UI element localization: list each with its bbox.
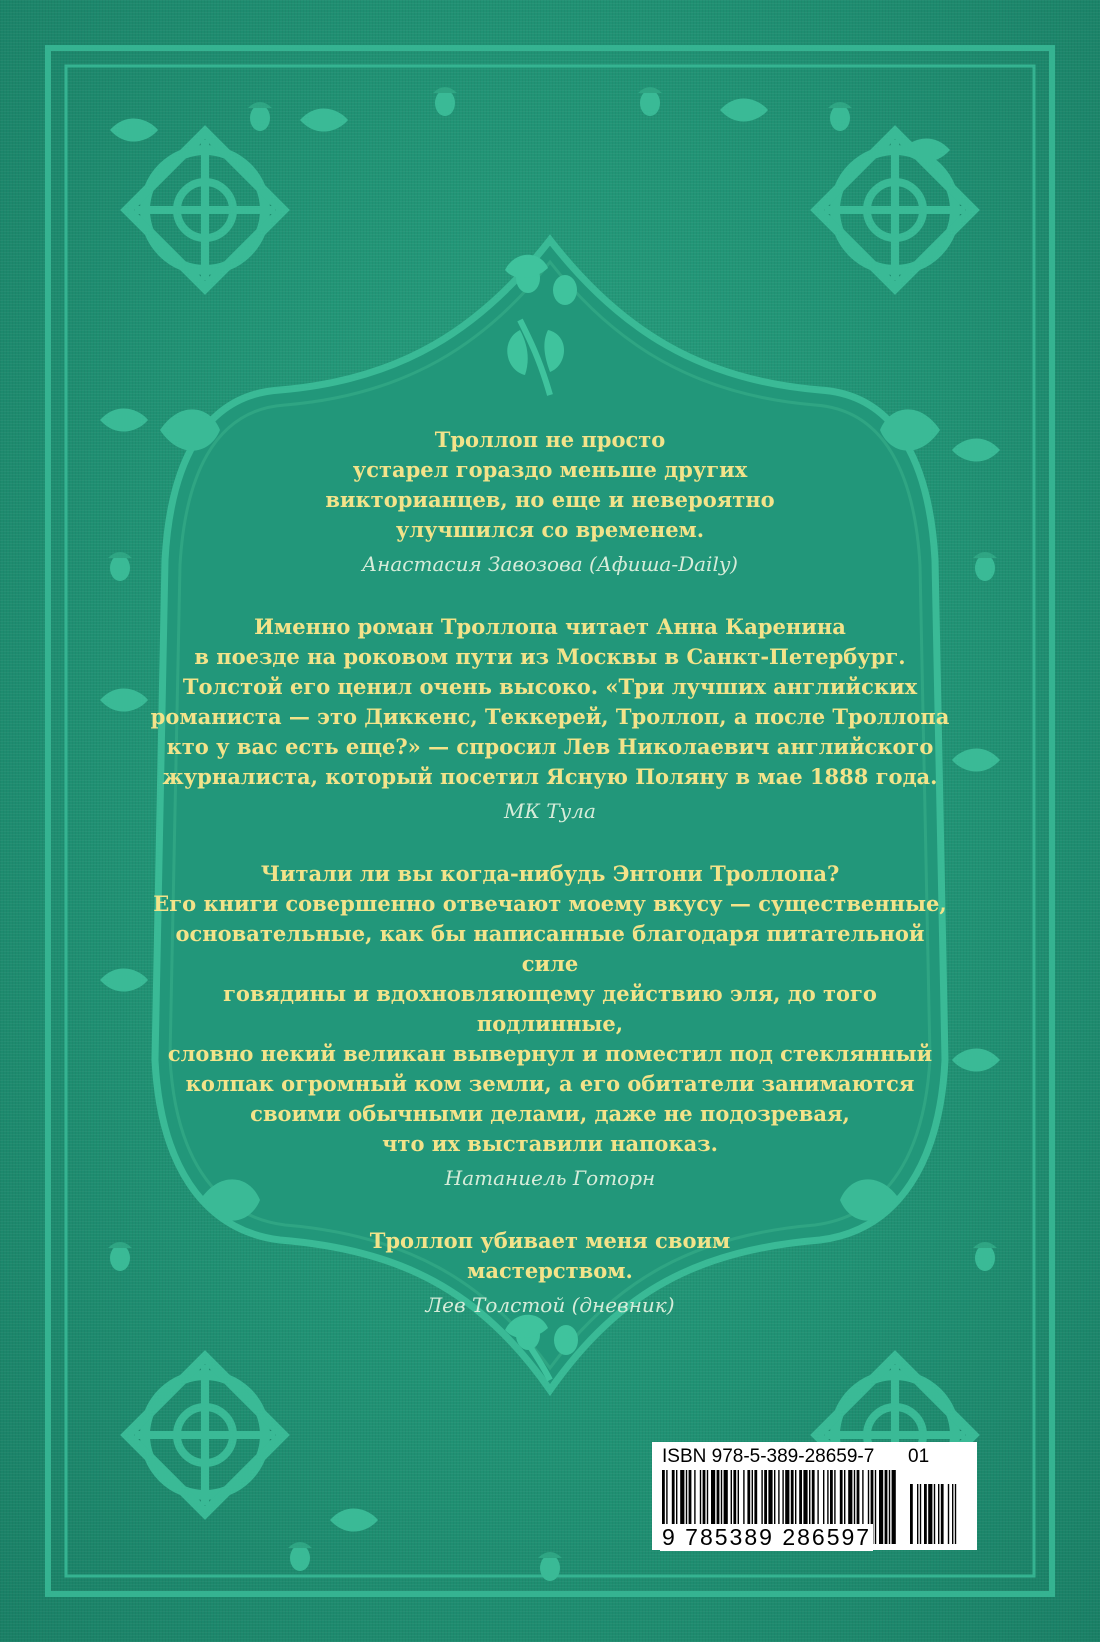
quote-text: Читали ли вы когда-нибудь Энтони Троллопа? Его книги совершенно отвечают моему вкусу — существенные, основательные, как бы написанные благодаря питательной силе говядины и вдохновляющему действию эля, до того подлинные, словно некий великан вывернул и поместил под стеклянный колпак огромный ком земли, а его обитатели занимаются своими обычными делами, даже не подозревая, что их выставили напоказ. bbox=[153, 861, 947, 1156]
isbn-addon: 01 bbox=[908, 1446, 930, 1467]
barcode-bar bbox=[885, 1470, 888, 1544]
barcode-bar bbox=[892, 1470, 896, 1544]
barcode-addon-bar bbox=[924, 1484, 927, 1544]
quote-1 bbox=[150, 425, 950, 578]
quote-text: Троллоп убивает меня своим мастерством. bbox=[369, 1228, 731, 1283]
barcode-bar bbox=[889, 1470, 890, 1544]
barcode-bar bbox=[879, 1470, 883, 1544]
quote-source: Анастасия Завозова (Афиша-Daily) bbox=[362, 552, 738, 576]
barcode-bar bbox=[875, 1470, 876, 1544]
quote-2 bbox=[150, 612, 950, 825]
isbn-barcode bbox=[652, 1442, 977, 1550]
barcode-addon-bar bbox=[948, 1484, 949, 1544]
barcode-addon-bar bbox=[952, 1484, 953, 1544]
barcode-addon-bar bbox=[934, 1484, 935, 1544]
barcode-addon-bar bbox=[928, 1484, 932, 1544]
quote-3 bbox=[150, 859, 950, 1192]
isbn-label: ISBN 978-5-389-28659-7 bbox=[662, 1446, 875, 1467]
quote-source: Натаниель Готорн bbox=[444, 1166, 656, 1190]
barcode-addon-bar bbox=[955, 1484, 956, 1544]
quote-text: Именно роман Троллопа читает Анна Каренина в поезде на роковом пути из Москвы в Санкт-Петербург. Толстой его ценил очень высоко. «Три лучших английских романиста — это Диккенс, Теккерей, Троллоп, а после Троллопа кто у вас есть еще?» — спросил Лев Николаевич английского журналиста, который посетил Ясную Поляну в мае 1888 года. bbox=[150, 614, 950, 789]
quotes-block bbox=[150, 425, 950, 1353]
quote-source: Лев Толстой (дневник) bbox=[425, 1293, 675, 1317]
barcode-addon-bar bbox=[938, 1484, 939, 1544]
quote-4 bbox=[150, 1226, 950, 1319]
barcode-addon-bar bbox=[917, 1484, 918, 1544]
quote-text: Троллоп не просто устарел гораздо меньше других викторианцев, но еще и невероятно улучшился со временем. bbox=[325, 427, 775, 542]
barcode-digits: 9 785389 286597 bbox=[662, 1524, 872, 1550]
barcode-addon-bar bbox=[920, 1484, 921, 1544]
quote-source: МК Тула bbox=[504, 799, 596, 823]
barcode-addon-bar bbox=[910, 1484, 913, 1544]
barcode-addon-bar bbox=[941, 1484, 944, 1544]
